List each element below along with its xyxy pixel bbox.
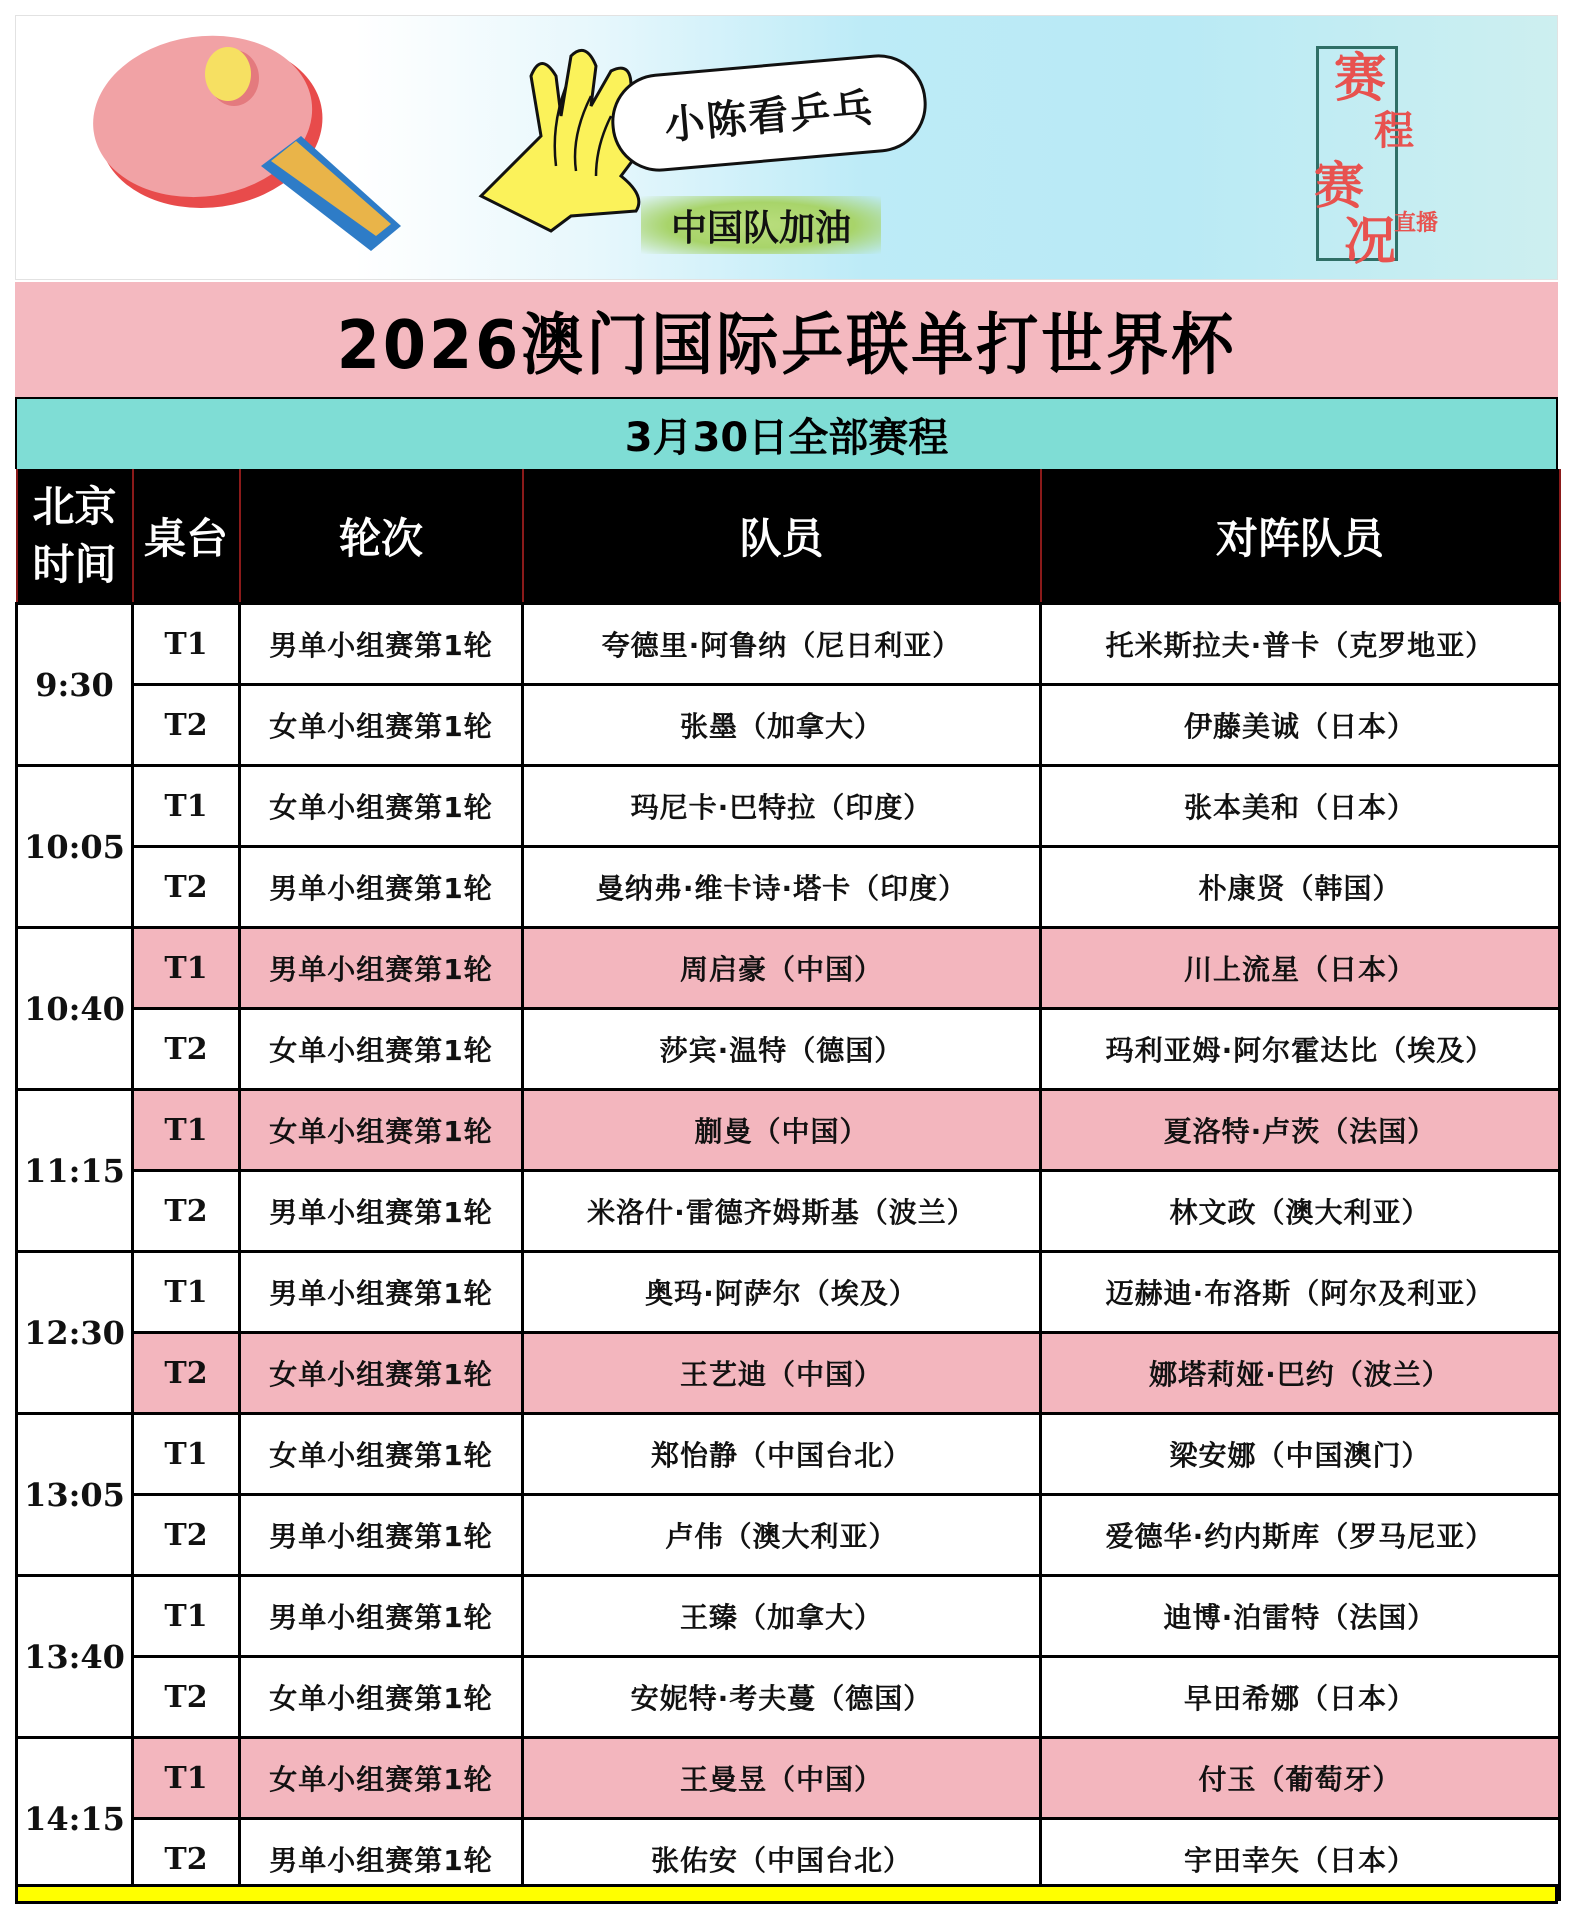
table-row [17, 1414, 1560, 1495]
time-cell: 10:05 [17, 766, 133, 928]
table-row [17, 1009, 1560, 1090]
round-cell: 女单小组赛第1轮 [240, 1090, 523, 1171]
logo-text: 小陈看乒乓 [662, 84, 876, 149]
player-cell: 蒯曼（中国） [523, 1090, 1041, 1171]
table-cell: T2 [133, 1819, 240, 1900]
table-row [17, 928, 1560, 1009]
table-row [17, 1252, 1560, 1333]
subtitle-band [15, 397, 1558, 469]
round-cell: 男单小组赛第1轮 [240, 1171, 523, 1252]
header-table: 桌台 [133, 469, 240, 604]
player-cell: 张佑安（中国台北） [523, 1819, 1041, 1900]
opponent-cell: 伊藤美诚（日本） [1041, 685, 1560, 766]
player-cell: 王艺迪（中国） [523, 1333, 1041, 1414]
time-cell: 12:30 [17, 1252, 133, 1414]
round-cell: 男单小组赛第1轮 [240, 1252, 523, 1333]
table-cell: T2 [133, 847, 240, 928]
round-cell: 男单小组赛第1轮 [240, 928, 523, 1009]
opponent-cell: 宇田幸矢（日本） [1041, 1819, 1560, 1900]
opponent-cell: 玛利亚姆·阿尔霍达比（埃及） [1041, 1009, 1560, 1090]
round-cell: 男单小组赛第1轮 [240, 847, 523, 928]
badge-char: 程 [1374, 107, 1414, 154]
table-row [17, 1576, 1560, 1657]
player-cell: 王臻（加拿大） [523, 1576, 1041, 1657]
time-cell: 9:30 [17, 604, 133, 766]
table-cell: T1 [133, 928, 240, 1009]
table-row [17, 604, 1560, 685]
logo [471, 46, 971, 280]
header-player: 队员 [523, 469, 1041, 604]
opponent-cell: 迈赫迪·布洛斯（阿尔及利亚） [1041, 1252, 1560, 1333]
table-cell: T2 [133, 1009, 240, 1090]
table-cell: T1 [133, 1414, 240, 1495]
table-row [17, 847, 1560, 928]
table-row [17, 1738, 1560, 1819]
table-header-row [17, 469, 1560, 604]
round-cell: 男单小组赛第1轮 [240, 1576, 523, 1657]
round-cell: 女单小组赛第1轮 [240, 1657, 523, 1738]
table-cell: T2 [133, 1657, 240, 1738]
player-cell: 莎宾·温特（德国） [523, 1009, 1041, 1090]
opponent-cell: 付玉（葡萄牙） [1041, 1738, 1560, 1819]
player-cell: 张墨（加拿大） [523, 685, 1041, 766]
table-cell: T1 [133, 1252, 240, 1333]
player-cell: 米洛什·雷德齐姆斯基（波兰） [523, 1171, 1041, 1252]
table-cell: T1 [133, 1576, 240, 1657]
player-cell: 安妮特·考夫蔓（德国） [523, 1657, 1041, 1738]
time-cell: 11:15 [17, 1090, 133, 1252]
time-cell: 14:15 [17, 1738, 133, 1900]
table-row [17, 1657, 1560, 1738]
table-row [17, 1090, 1560, 1171]
header-banner [15, 15, 1558, 280]
badge-char: 赛 [1334, 48, 1387, 109]
round-cell: 女单小组赛第1轮 [240, 1414, 523, 1495]
opponent-cell: 娜塔莉娅·巴约（波兰） [1041, 1333, 1560, 1414]
schedule-body [17, 604, 1560, 1900]
header-time [17, 469, 133, 604]
opponent-cell: 朴康贤（韩国） [1041, 847, 1560, 928]
badge-tag: 直播 [1394, 210, 1439, 236]
header-time-line2: 时间 [32, 539, 117, 589]
table-cell: T2 [133, 685, 240, 766]
table-cell: T1 [133, 1738, 240, 1819]
player-cell: 王曼昱（中国） [523, 1738, 1041, 1819]
opponent-cell: 张本美和（日本） [1041, 766, 1560, 847]
round-cell: 男单小组赛第1轮 [240, 1819, 523, 1900]
title-band [15, 282, 1558, 397]
opponent-cell: 托米斯拉夫·普卡（克罗地亚） [1041, 604, 1560, 685]
time-cell: 10:40 [17, 928, 133, 1090]
table-row [17, 1171, 1560, 1252]
table-cell: T2 [133, 1333, 240, 1414]
opponent-cell: 川上流星（日本） [1041, 928, 1560, 1009]
round-cell: 女单小组赛第1轮 [240, 1738, 523, 1819]
table-row [17, 1495, 1560, 1576]
page-title: 2026澳门国际乒联单打世界杯 [336, 305, 1237, 385]
table-cell: T1 [133, 604, 240, 685]
player-cell: 夸德里·阿鲁纳（尼日利亚） [523, 604, 1041, 685]
table-cell: T2 [133, 1171, 240, 1252]
date-subtitle: 3月30日全部赛程 [624, 414, 949, 461]
schedule-live-badge [1296, 31, 1446, 271]
player-cell: 奥玛·阿萨尔（埃及） [523, 1252, 1041, 1333]
round-cell: 女单小组赛第1轮 [240, 766, 523, 847]
round-cell: 女单小组赛第1轮 [240, 1333, 523, 1414]
player-cell: 玛尼卡·巴特拉（印度） [523, 766, 1041, 847]
opponent-cell: 夏洛特·卢茨（法国） [1041, 1090, 1560, 1171]
footer-band [15, 1884, 1558, 1904]
ping-pong-paddle-icon [86, 26, 416, 256]
opponent-cell: 梁安娜（中国澳门） [1041, 1414, 1560, 1495]
round-cell: 男单小组赛第1轮 [240, 604, 523, 685]
player-cell: 卢伟（澳大利亚） [523, 1495, 1041, 1576]
player-cell: 周启豪（中国） [523, 928, 1041, 1009]
round-cell: 男单小组赛第1轮 [240, 1495, 523, 1576]
table-cell: T1 [133, 1090, 240, 1171]
schedule-table [15, 469, 1561, 1901]
opponent-cell: 爱德华·约内斯库（罗马尼亚） [1041, 1495, 1560, 1576]
table-row [17, 766, 1560, 847]
header-round: 轮次 [240, 469, 523, 604]
badge-char: 况 [1344, 211, 1397, 272]
cheer-label [641, 196, 881, 254]
opponent-cell: 迪博·泊雷特（法国） [1041, 1576, 1560, 1657]
opponent-cell: 林文政（澳大利亚） [1041, 1171, 1560, 1252]
time-cell: 13:05 [17, 1414, 133, 1576]
table-row [17, 685, 1560, 766]
player-cell: 郑怡静（中国台北） [523, 1414, 1041, 1495]
table-row [17, 1333, 1560, 1414]
round-cell: 女单小组赛第1轮 [240, 1009, 523, 1090]
badge-char: 赛 [1314, 156, 1364, 215]
opponent-cell: 早田希娜（日本） [1041, 1657, 1560, 1738]
round-cell: 女单小组赛第1轮 [240, 685, 523, 766]
table-cell: T1 [133, 766, 240, 847]
time-cell: 13:40 [17, 1576, 133, 1738]
player-cell: 曼纳弗·维卡诗·塔卡（印度） [523, 847, 1041, 928]
header-time-line1: 北京 [32, 481, 117, 531]
header-opponent: 对阵队员 [1041, 469, 1560, 604]
cheer-text: 中国队加油 [670, 206, 851, 249]
table-cell: T2 [133, 1495, 240, 1576]
